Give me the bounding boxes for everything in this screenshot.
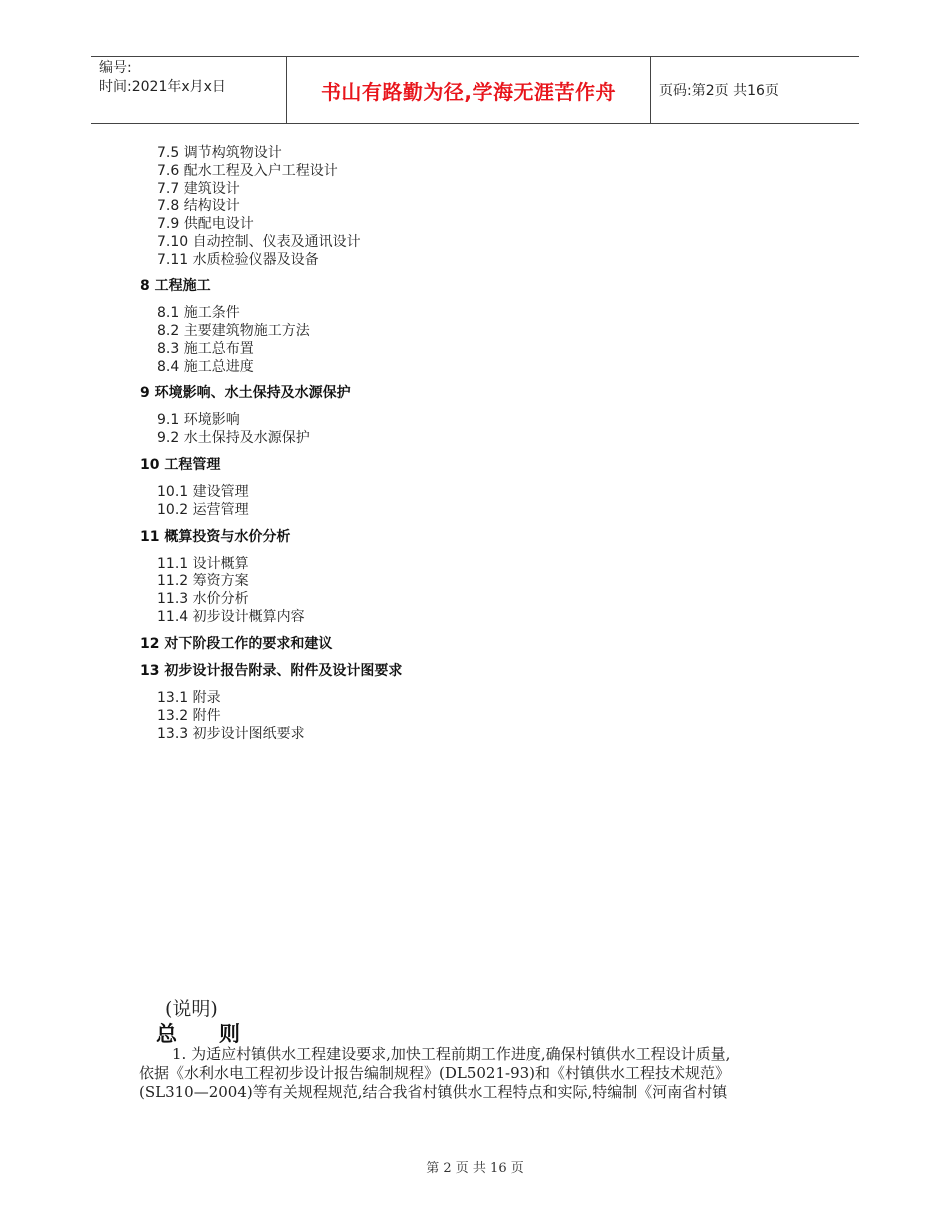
toc-section-heading: 10 工程管理 <box>140 457 221 473</box>
explanation-label: (说明) <box>165 998 218 1020</box>
paragraph-line: 依据《水利水电工程初步设计报告编制规程》(DL5021-93)和《村镇供水工程技术规范》 <box>139 1064 731 1082</box>
toc-section-heading: 12 对下阶段工作的要求和建议 <box>140 636 333 652</box>
page-footer <box>0 1157 950 1176</box>
paragraph-line: 1. 为适应村镇供水工程建设要求,加快工程前期工作进度,确保村镇供水工程设计质量, <box>172 1045 731 1063</box>
toc-entry: 7.7 建筑设计 <box>157 181 240 197</box>
toc-entry: 13.2 附件 <box>157 708 221 724</box>
toc-entry: 13.3 初步设计图纸要求 <box>157 726 305 742</box>
toc-entry: 11.4 初步设计概算内容 <box>157 609 305 625</box>
motto-cell <box>286 57 651 123</box>
toc-entry: 11.3 水价分析 <box>157 591 249 607</box>
toc-entry: 7.5 调节构筑物设计 <box>157 145 282 161</box>
toc-section-heading: 11 概算投资与水价分析 <box>140 529 291 545</box>
toc-section-heading: 8 工程施工 <box>140 278 211 294</box>
time-line: 时间:2021年x月x日 <box>99 79 226 95</box>
toc-entry: 7.8 结构设计 <box>157 198 240 214</box>
toc-entry: 9.1 环境影响 <box>157 412 240 428</box>
toc-entry: 7.9 供配电设计 <box>157 216 254 232</box>
page-header <box>91 56 859 124</box>
page-info <box>659 57 779 123</box>
toc-entry: 9.2 水土保持及水源保护 <box>157 430 310 446</box>
paragraph-line: (SL310—2004)等有关规程规范,结合我省村镇供水工程特点和实际,特编制《河南省村镇 <box>139 1083 728 1101</box>
general-heading: 总则 <box>156 1022 282 1046</box>
toc-entry: 7.6 配水工程及入户工程设计 <box>157 163 338 179</box>
toc-entry: 8.3 施工总布置 <box>157 341 254 357</box>
serial-label: 编号: <box>99 60 132 76</box>
footer-page-number: 第 2 页 共 16 页 <box>426 1161 524 1176</box>
toc-entry: 8.1 施工条件 <box>157 305 240 321</box>
toc-entry: 8.4 施工总进度 <box>157 359 254 375</box>
toc-entry: 7.11 水质检验仪器及设备 <box>157 252 319 268</box>
toc-entry: 7.10 自动控制、仪表及通讯设计 <box>157 234 361 250</box>
toc-entry: 10.1 建设管理 <box>157 484 249 500</box>
page-info-text: 页码:第2页 共16页 <box>659 83 779 99</box>
toc-entry: 11.1 设计概算 <box>157 556 249 572</box>
toc-entry: 8.2 主要建筑物施工方法 <box>157 323 310 339</box>
toc-section-heading: 9 环境影响、水土保持及水源保护 <box>140 385 351 401</box>
toc-section-heading: 13 初步设计报告附录、附件及设计图要求 <box>140 663 403 679</box>
toc-entry: 10.2 运营管理 <box>157 502 249 518</box>
toc-entry: 11.2 筹资方案 <box>157 573 249 589</box>
motto-text: 书山有路勤为径,学海无涯苦作舟 <box>320 79 617 104</box>
header-meta <box>99 59 285 97</box>
toc-entry: 13.1 附录 <box>157 690 221 706</box>
